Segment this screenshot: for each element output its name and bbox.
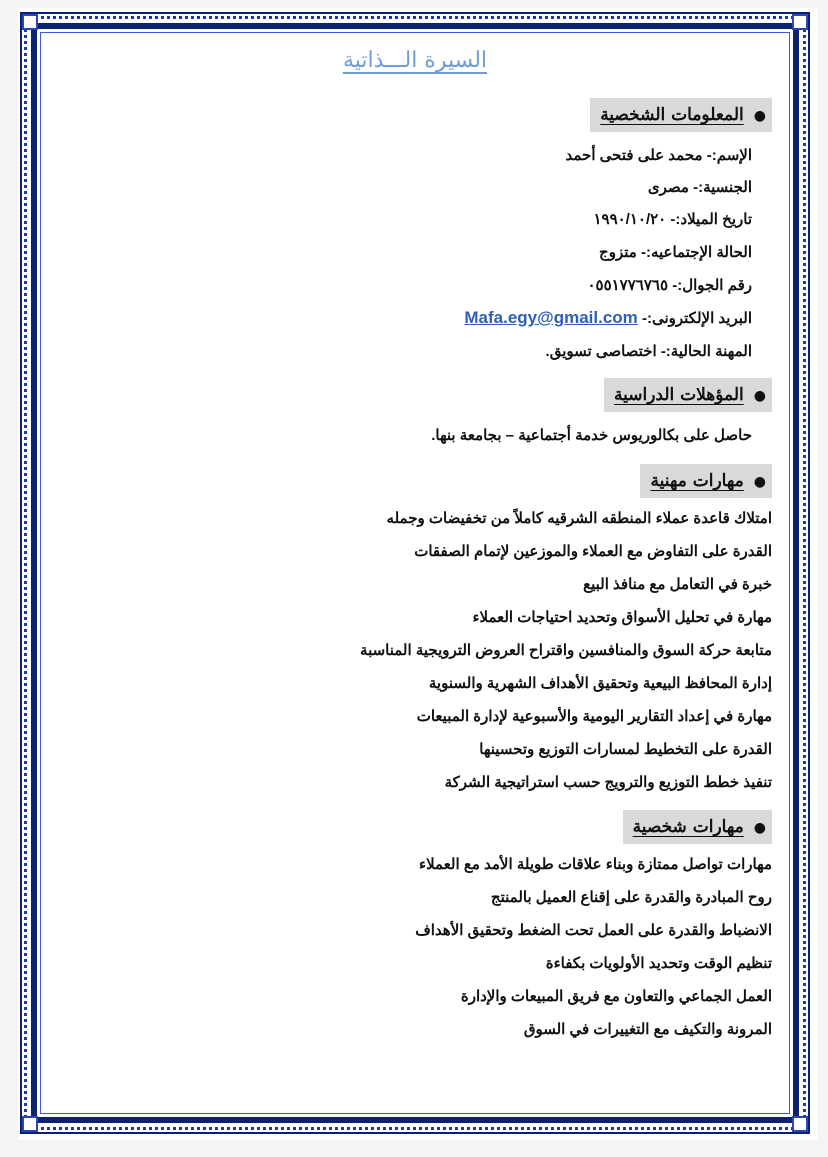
professional-skill-item: امتلاك قاعدة عملاء المنطقه الشرقيه كاملاً من تخفيضات وجمله: [386, 510, 772, 527]
cv-content: [40, 32, 790, 1114]
border-corner-ornament: [792, 14, 808, 30]
email-link[interactable]: Mafa.egy@gmail.com: [464, 308, 638, 327]
personal-skill-item: مهارات تواصل ممتازة وبناء علاقات طويلة الأمد مع العملاء: [419, 856, 772, 873]
document-title: السيرة الـــذاتية: [342, 48, 488, 73]
name-line: الإسم:- محمد على فتحى أحمد: [565, 147, 752, 164]
border-corner-ornament: [792, 1116, 808, 1132]
bullet-icon: ●: [753, 108, 766, 124]
section-heading-personal-info: ●المعلومات الشخصية: [590, 98, 772, 132]
professional-skill-item: مهارة في إعداد التقارير اليومية والأسبوعية لإدارة المبيعات: [416, 708, 772, 725]
personal-skill-item: روح المبادرة والقدرة على إقناع العميل بالمنتج: [490, 889, 772, 906]
professional-skill-item: إدارة المحافظ البيعية وتحقيق الأهداف الشهرية والسنوية: [428, 675, 772, 692]
border-corner-ornament: [22, 14, 38, 30]
education-line: حاصل على بكالوريوس خدمة أجتماعية – بجامعة بنها.: [431, 427, 752, 444]
professional-skill-item: القدرة على التخطيط لمسارات التوزيع وتحسينها: [479, 741, 772, 758]
professional-skill-item: متابعة حركة السوق والمنافسين واقتراح العروض الترويجية المناسبة: [360, 642, 772, 659]
professional-skill-item: مهارة في تحليل الأسواق وتحديد احتياجات العملاء: [472, 609, 772, 626]
bullet-icon: ●: [753, 388, 766, 404]
section-heading-professional-skills: ●مهارات مهنية: [640, 464, 772, 498]
bullet-icon: ●: [753, 474, 766, 490]
professional-skill-item: القدرة على التفاوض مع العملاء والموزعين لإتمام الصفقات: [414, 543, 772, 560]
section-heading-personal-skills: ●مهارات شخصية: [623, 810, 772, 844]
email-line: البريد الإلكترونى:- Mafa.egy@gmail.com: [464, 308, 752, 327]
personal-skill-item: الانضباط والقدرة على العمل تحت الضغط وتحقيق الأهداف: [415, 922, 772, 939]
section-heading-education: ●المؤهلات الدراسية: [604, 378, 772, 412]
personal-skill-item: العمل الجماعي والتعاون مع فريق المبيعات والإدارة: [460, 988, 772, 1005]
birthdate-line: تاريخ الميلاد:- ١٩٩٠/١٠/٢٠: [593, 211, 752, 228]
personal-skill-item: المرونة والتكيف مع التغييرات في السوق: [523, 1021, 772, 1038]
job-line: المهنة الحالية:- اختصاصى تسويق.: [545, 343, 752, 360]
professional-skill-item: تنفيذ خطط التوزيع والترويج حسب استراتيجية الشركة: [444, 774, 772, 791]
marital-status-line: الحالة الإجتماعيه:- متزوج: [599, 244, 752, 261]
phone-line: رقم الجوال:- ٠٥٥١٧٧٦٧٦٥: [587, 277, 752, 294]
professional-skill-item: خبرة في التعامل مع منافذ البيع: [583, 576, 772, 593]
bullet-icon: ●: [753, 820, 766, 836]
personal-skill-item: تنظيم الوقت وتحديد الأولويات بكفاءة: [545, 955, 772, 972]
border-corner-ornament: [22, 1116, 38, 1132]
nationality-line: الجنسية:- مصرى: [647, 179, 752, 196]
